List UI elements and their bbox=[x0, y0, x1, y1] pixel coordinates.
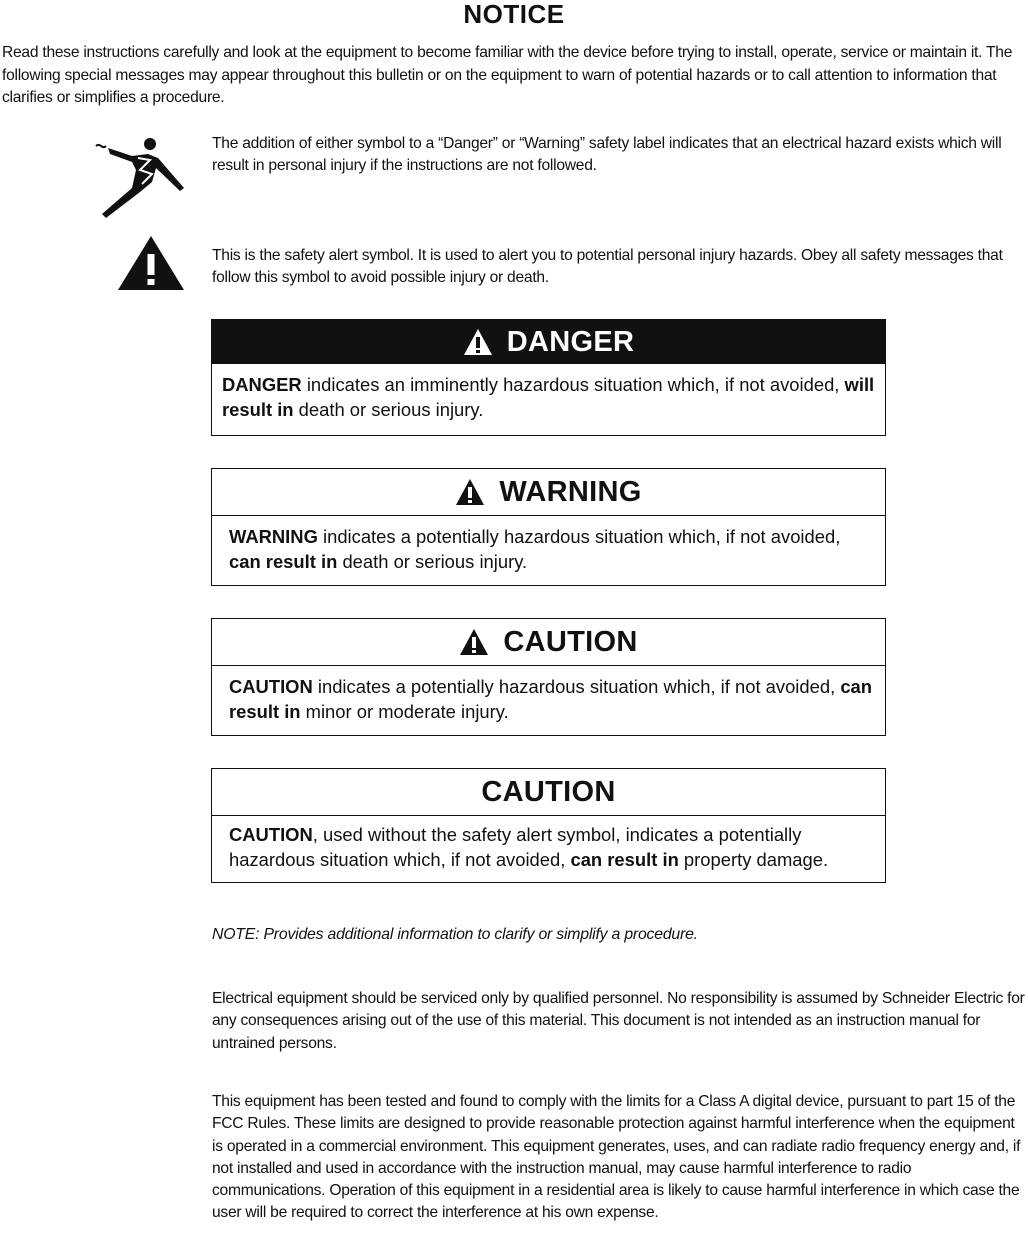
warning-body bbox=[212, 516, 885, 574]
caution-alert-header bbox=[212, 619, 885, 666]
danger-text-2: death or serious injury. bbox=[293, 399, 484, 420]
caution-plain-header bbox=[212, 769, 885, 816]
page-title: NOTICE bbox=[463, 0, 565, 29]
caution-plain-text-2: property damage. bbox=[678, 849, 829, 870]
intro-paragraph: Read these instructions carefully and look at the equipment to become familiar with the device before trying to install, operate, service or maintain it. The following special messages may appear throughout this bulletin or on the equipment to warn of potential hazards or to call attention to information that clarifies or simplifies a procedure. bbox=[2, 44, 1013, 106]
warning-emphasis: can result in bbox=[229, 551, 338, 572]
caution-alert-body bbox=[212, 666, 885, 724]
caution-alert-box bbox=[211, 618, 886, 736]
caution-alert-text-1: indicates a potentially hazardous situation which, if not avoided, bbox=[312, 676, 841, 697]
danger-box bbox=[211, 319, 886, 436]
caution-plain-body bbox=[212, 816, 885, 872]
warning-text-1: indicates a potentially hazardous situation which, if not avoided, bbox=[317, 526, 841, 547]
fcc-paragraph: This equipment has been tested and found to comply with the limits for a Class A digital device, pursuant to part 15 of the FCC Rules. These limits are designed to provide reasonable protection against harmful interference when the equipment is operated in a commercial environment. This equipment generates, uses, and can radiate radio frequency energy and, if not installed and used in accordance with the instruction manual, may cause harmful interference to radio communications. Operation of this equipment in a residential area is likely to cause harmful interference in which case the user will be required to correct the interference at his own expense. bbox=[212, 1093, 1021, 1222]
warning-term: WARNING bbox=[229, 526, 318, 547]
caution-alert-emphasis: can result in bbox=[229, 676, 873, 722]
alert-triangle-icon bbox=[455, 478, 485, 506]
warning-text-2: death or serious injury. bbox=[337, 551, 528, 572]
service-paragraph: Electrical equipment should be serviced only by qualified personnel. No responsibility is assumed by Schneider Electric for any consequences arising out of the use of this material. This document is not intended as an instruction manual for untrained persons. bbox=[212, 990, 1025, 1052]
danger-header-label: DANGER bbox=[506, 325, 635, 358]
danger-term: DANGER bbox=[222, 374, 302, 395]
electrical-hazard-icon bbox=[92, 136, 188, 231]
caution-alert-text-2: minor or moderate injury. bbox=[300, 701, 509, 722]
alert-triangle-icon bbox=[459, 628, 489, 656]
caution-plain-text-1: , used without the safety alert symbol, indicates a potentially hazardous situation which, if not avoided, bbox=[229, 824, 802, 870]
alert-triangle-icon bbox=[463, 328, 493, 356]
warning-header-label: WARNING bbox=[499, 475, 642, 508]
warning-box bbox=[211, 468, 886, 586]
danger-body bbox=[212, 364, 885, 422]
caution-plain-header-label: CAUTION bbox=[481, 775, 616, 808]
note-text: NOTE: Provides additional information to clarify or simplify a procedure. bbox=[212, 926, 698, 943]
caution-plain-term: CAUTION bbox=[229, 824, 313, 845]
danger-emphasis: will result in bbox=[222, 374, 875, 420]
electrical-symbol-text: The addition of either symbol to a “Danger” or “Warning” safety label indicates that an electrical hazard exists which will result in personal injury if the instructions are not followed. bbox=[212, 135, 1002, 174]
danger-text-1: indicates an imminently hazardous situation which, if not avoided, bbox=[301, 374, 845, 395]
safety-alert-icon bbox=[116, 234, 186, 297]
danger-header bbox=[212, 320, 885, 364]
warning-header bbox=[212, 469, 885, 516]
alert-symbol-text: This is the safety alert symbol. It is used to alert you to potential personal injury hazards. Obey all safety messages that follow this symbol to avoid possible injury or death. bbox=[212, 247, 1003, 286]
caution-alert-term: CAUTION bbox=[229, 676, 313, 697]
caution-plain-box bbox=[211, 768, 886, 883]
caution-plain-emphasis: can result in bbox=[570, 849, 679, 870]
caution-alert-header-label: CAUTION bbox=[503, 625, 638, 658]
